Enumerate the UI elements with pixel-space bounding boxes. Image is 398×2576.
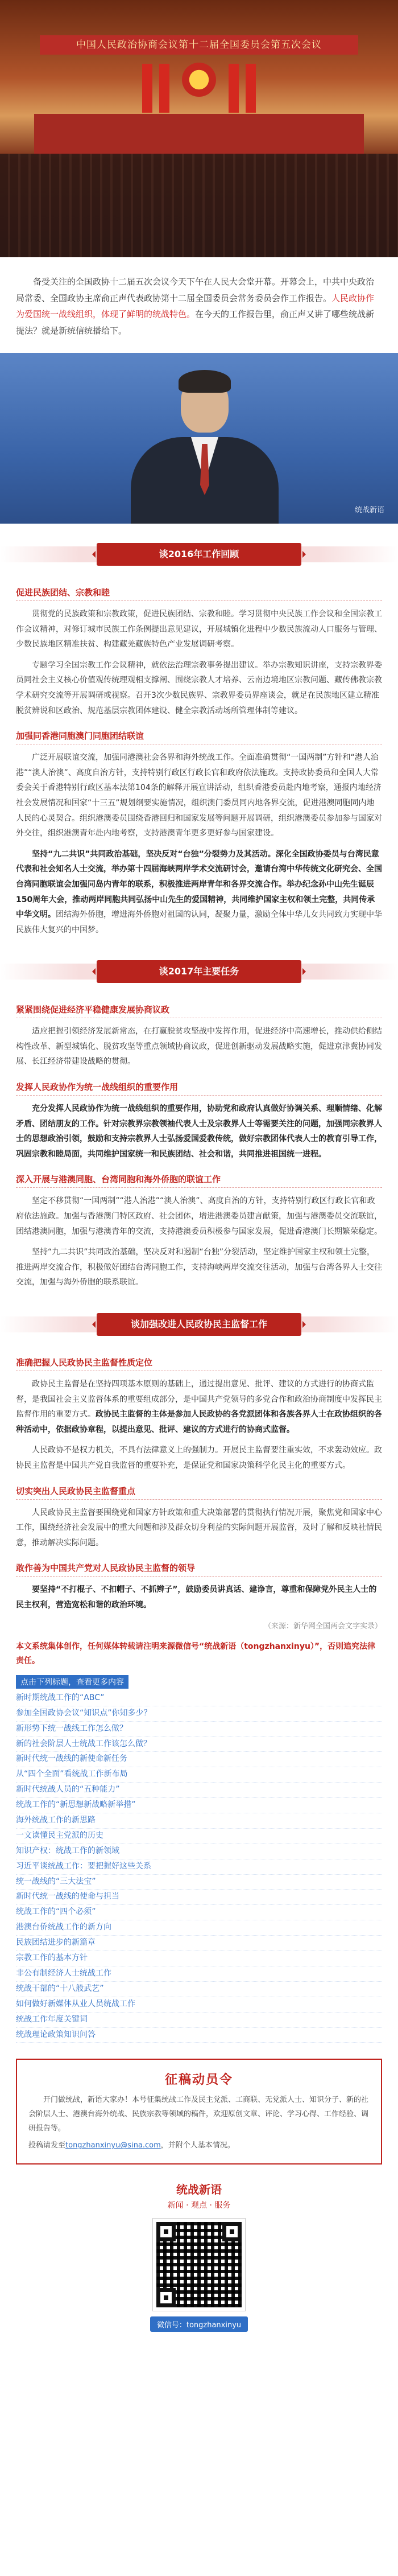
article-source: （来源：新华网全国两会文字实录） xyxy=(263,1622,382,1631)
related-article-link[interactable]: 新时代统一战线的新使命新任务 xyxy=(16,1752,382,1767)
wechat-id-badge: 微信号：tongzhanxinyu xyxy=(150,2316,248,2332)
call-for-papers-text: 开门做统战，新语大家办！本号征集统战工作及民主党派、工商联、无党派人士、知识分子、新的社会阶层人士、港澳台海外统战、民族宗教等领域的稿件，欢迎原创文章、评论、学习心得、工作经验、调研报告等。 xyxy=(28,2096,369,2133)
paragraph: 适应把握引领经济发展新常态，在打赢脱贫攻坚战中发挥作用，促进经济中高速增长，推动供给侧结构性改革、新型城镇化、脱贫攻坚等重点领域协商议政，促进创新驱动发展战略实施，促进京津冀协同发展、长江经济带建设战略的贯彻。 xyxy=(16,1027,382,1067)
subheading: 加强同香港同胞澳门同胞团结联谊 xyxy=(16,722,382,744)
subheading: 深入开展与港澳同胞、台湾同胞和海外侨胞的联谊工作 xyxy=(16,1165,382,1188)
paragraph: 人民政协民主监督要围绕党和国家方针政策和重大决策部署的贯彻执行情况开展，聚焦党和国家中心工作，围绕经济社会发展中的重大问题和涉及群众切身利益的实际问题开展监督，及时了解和反映社情民意，推动解决实际问题。 xyxy=(16,1508,382,1548)
more-articles-title: 点击下列标题，查看更多内容 xyxy=(16,1675,128,1689)
speaker-portrait xyxy=(0,353,398,524)
qr-code-icon[interactable] xyxy=(153,2219,245,2311)
paragraph: 贯彻党的民族政策和宗教政策，促进民族团结、宗教和睦。学习贯彻中央民族工作会议和全国宗教工作会议精神，对修订城市民族工作条例提出意见建议，开展城镇化进程中少数民族流动人口服务与管理、少数民族地区精准扶贫、构建藏羌藏族特色产业发展调研考察。 xyxy=(16,610,382,649)
intro-paragraph: 备受关注的全国政协十二届五次会议今天下午在人民大会堂开幕。开幕会上，中共中央政治局常委、全国政协主席俞正声代表政协第十二届全国委员会常务委员会作工作报告。人民政协作为爱国统一战线组织，体现了鲜明的统战特色。在今天的工作报告里，俞正声又讲了哪些统战新提法？就是新统信统播给下。 xyxy=(16,277,375,336)
section-header-review xyxy=(0,538,398,573)
related-article-link[interactable]: 参加全国政协会议“知识点”你知多少？ xyxy=(16,1706,382,1722)
section-header-supervision xyxy=(0,1308,398,1343)
related-article-link[interactable]: 非公有制经济人士统战工作 xyxy=(16,1966,382,1982)
subheading: 紧紧围绕促进经济平稳健康发展协商议政 xyxy=(16,995,382,1018)
related-article-link[interactable]: 新时期统战工作的“ABC” xyxy=(16,1691,382,1706)
paragraph: 专题学习全国宗教工作会议精神，就依法治理宗教事务提出建议。举办宗教知识讲座，支持宗教界委员同社会主义核心价值观传统理观相支撑阐、围绕宗教人才培养、云南边境地区宗教问题、藏传佛教宗教学术研究交流等开展调研或视察。召开3次少数民族界、宗教界委员界座谈会，就足在民族地区建立精准脱贫辨说和区政治、规范基层宗教团体建设、健全宗教活动场所管理体制等建议。 xyxy=(16,660,382,715)
paragraph: 充分发挥人民政协作为统一战线组织的重要作用，协助党和政府认真做好协调关系、理顺情绪、化解矛盾、团结朋友的工作。针对宗教界宗教领袖代表人士及宗教界人士等需要关注的问题，加强同宗教界人士的思想政治引领，鼓励和支持宗教界人士弘扬爱国爱教传统，做好宗教团体代表人士的教育引导工作，巩固宗教和睦局面，共同维护国家统一和民族团结、社会和谐，共同推进祖国统一进程。 xyxy=(16,1104,382,1159)
flag-icon xyxy=(159,64,169,113)
hall-banner: 中国人民政治协商会议第十二届全国委员会第五次会议 xyxy=(40,35,358,55)
flag-icon xyxy=(229,64,239,113)
related-article-link[interactable]: 港澳台侨统战工作的新方向 xyxy=(16,1920,382,1936)
section-title: 谈2017年主要任务 xyxy=(97,960,301,983)
section-title: 谈加强改进人民政协民主监督工作 xyxy=(97,1313,301,1336)
audience-seats xyxy=(0,154,398,257)
emblem-icon xyxy=(182,63,216,97)
related-links-list xyxy=(0,1691,398,2048)
flag-icon xyxy=(246,64,256,113)
subheading: 切实突出人民政协民主监督重点 xyxy=(16,1477,382,1500)
follow-section xyxy=(0,2175,398,2349)
related-article-link[interactable]: 宗教工作的基本方针 xyxy=(16,1951,382,1966)
related-article-link[interactable]: 新时代统战人员的“五种能力” xyxy=(16,1783,382,1798)
related-article-link[interactable]: 新时代统一战线的使命与担当 xyxy=(16,1890,382,1905)
copyright-notice: 本文系统集体创作，任何媒体转载请注明来源微信号“统战新语（tongzhanxinyu）”，否则追究法律责任。 xyxy=(16,1641,376,1665)
related-article-link[interactable]: 新形势下统一战线工作怎么做？ xyxy=(16,1722,382,1737)
paragraph: 广泛开展联谊交流，加强同港澳社会各界和海外统战工作。全面准确贯彻“一国两制”方针和“港人治港”“澳人治澳”、高度自治方针，支持特别行政区行政长官和政府依法施政。支持政协委员和全国人大常委会关于香港特别行政区基本法第104条的解释开展宣讲活动，组织香港委员赴内地考察，通报内地经济社会发展情况和国家“十三五”规划纲要实施情况，组织澳门委员同内地各界交流，促进港澳同胞同内地人民的心灵契合。组织港澳委员围绕香港回归和国家发展等问题开展调研，组织港澳委员参加参与国家对外交往，组织港澳青年赴内地考察，支持港澳青年更多更好参与国家建设。 xyxy=(16,753,382,838)
related-article-link[interactable]: 统战工作年度关键词 xyxy=(16,2013,382,2028)
subheading: 促进民族团结、宗教和睦 xyxy=(16,578,382,601)
presidium-stage xyxy=(34,114,364,155)
related-article-link[interactable]: 统战工作的“四个必须” xyxy=(16,1905,382,1920)
paragraph: 人民政协不是权力机关，不具有法律意义上的强制力。开展民主监督要注重实效，不求轰动效应。政协民主监督是中国共产党自我监督的重要补充，是保证党和国家决策科学化民主化的重要方式。 xyxy=(16,1446,382,1470)
related-article-link[interactable]: 民族团结进步的新篇章 xyxy=(16,1936,382,1951)
submission-email-link[interactable]: tongzhanxinyu@sina.com xyxy=(65,2141,161,2150)
related-article-link[interactable]: 如何做好新媒体从业人员统战工作 xyxy=(16,1997,382,2013)
related-article-link[interactable]: 习近平谈统战工作：要把握好这些关系 xyxy=(16,1859,382,1875)
congress-hall-photo xyxy=(0,0,398,257)
section-title: 谈2016年工作回顾 xyxy=(97,543,301,566)
portrait-hair xyxy=(179,370,231,393)
call-for-papers-title: 征稿动员令 xyxy=(164,2073,233,2088)
account-slogan: 新闻 · 观点 · 服务 xyxy=(167,2201,231,2211)
intro-highlight: 人民政协作为爱国统一战线组织，体现了鲜明的统战特色。 xyxy=(16,293,375,319)
related-article-link[interactable]: 统一战线的“三大法宝” xyxy=(16,1875,382,1890)
paragraph: 坚定不移贯彻“一国两制”“港人治港”“澳人治澳”、高度自治的方针，支持特别行政区行政长官和政府依法施政。加强与香港澳门特区政府、社会团体，增进港澳委员建言献策，加强与港澳委员交流联谊，团结港澳同胞，加强与港澳青年的交流，支持港澳委员积极参与国家发展，促进香港澳门长期繁荣稳定。 xyxy=(16,1196,382,1236)
related-article-link[interactable]: 统战工作的“新思想新战略新举措” xyxy=(16,1798,382,1813)
paragraph: 坚持“九二共识”共同政治基础，坚决反对“台独”分裂势力及其活动。深化全国政协委员与台湾民意代表和社会知名人士交流，举办第十四届海峡两岸学术交流研讨会，邀请台湾中华传统文化研究会、全国台湾同胞联谊会加强同岛内青年的联系，积极推进两岸青年和各界交流合作。举办纪念孙中山先生诞辰150周年大会，推动两岸同胞共同弘扬中山先生的爱国精神，共同维护国家主权和领土完整，共同传承中华文明。团结海外侨胞，增进海外侨胞对祖国的认同，凝聚力量，激励全体中华儿女共同致力实现中华民族伟大复兴的中国梦。 xyxy=(16,849,382,935)
related-article-link[interactable]: 新的社会阶层人士统战工作该怎么做？ xyxy=(16,1737,382,1752)
related-article-link[interactable]: 海外统战工作的新思路 xyxy=(16,1813,382,1829)
subheading: 敢作善为中国共产党对人民政协民主监督的领导 xyxy=(16,1554,382,1577)
submission-email-line: 投稿请发至tongzhanxinyu@sina.com，并附个人基本情况。 xyxy=(28,2141,235,2150)
paragraph: 坚持“九二共识”共同政治基础，坚决反对和遏制“台独”分裂活动，坚定维护国家主权和领土完整，推进两岸交流合作，积极做好团结台湾同胞工作，支持海峡两岸交流交往活动，加强与台湾各界人士交往交流，加强与海外侨胞的联系联谊。 xyxy=(16,1248,382,1287)
flag-icon xyxy=(142,64,152,113)
watermark: 统战新语 xyxy=(354,506,384,515)
related-article-link[interactable]: 统战干部的“十八般武艺” xyxy=(16,1982,382,1997)
related-article-link[interactable]: 一文读懂民主党派的历史 xyxy=(16,1829,382,1844)
account-name: 统战新语 xyxy=(176,2183,222,2197)
related-article-link[interactable]: 从“四个全面”看统战工作新布局 xyxy=(16,1767,382,1783)
subheading: 准确把握人民政协民主监督性质定位 xyxy=(16,1348,382,1371)
related-article-link[interactable]: 知识产权：统战工作的新领域 xyxy=(16,1844,382,1859)
section-header-tasks xyxy=(0,956,398,990)
related-article-link[interactable]: 统战理论政策知识问答 xyxy=(16,2028,382,2043)
paragraph: 要坚持“不打棍子、不扣帽子、不抓辫子”，鼓励委员讲真话、建诤言，尊重和保障党外民主人士的民主权利，营造宽松和谐的政治环境。 xyxy=(16,1585,377,1610)
subheading: 发挥人民政协作为统一战线组织的重要作用 xyxy=(16,1073,382,1096)
call-for-papers-box xyxy=(16,2059,382,2165)
paragraph: 政协民主监督是在坚持四项基本原则的基础上，通过提出意见、批评、建议的方式进行的协商式监督，是我国社会主义监督体系的重要组成部分，是中国共产党领导的多党合作和政治协商制度中发挥民主监督作用的重要方式。政协民主监督的主体是参加人民政协的各党派团体和各族各界人士在政协组织的各种活动中，依据政协章程，以提出意见、批评、建议的方式进行的协商式监督。 xyxy=(16,1380,382,1434)
